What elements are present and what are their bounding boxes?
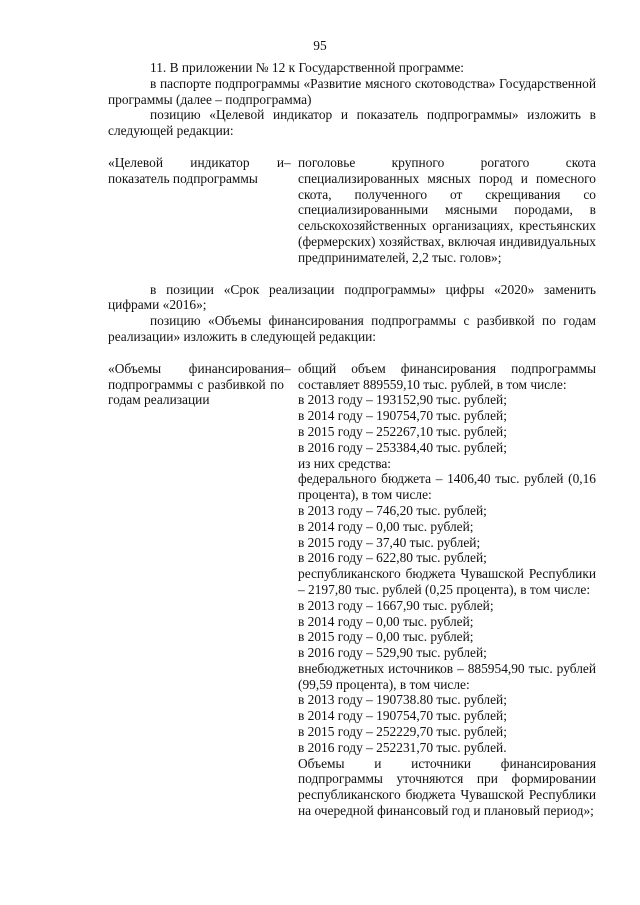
item-heading: 11. В приложении № 12 к Государственной программе:: [150, 60, 465, 75]
federal-budget: федерального бюджета – 1406,40 тыс. рублей (0,16 процента), в том числе:: [298, 471, 596, 503]
total-year-2014: в 2014 году – 190754,70 тыс. рублей;: [298, 408, 507, 424]
financing-row: [108, 361, 596, 819]
document-body: [108, 60, 596, 819]
total-year-2016: в 2016 году – 253384,40 тыс. рублей;: [298, 439, 507, 455]
extra-year-2016: в 2016 году – 252231,70 тыс. рублей.: [298, 739, 507, 755]
total-year-2013: в 2013 году – 193152,90 тыс. рублей;: [298, 392, 507, 408]
financing-label: «Объемы финансирования подпрограммы с разбивкой по годам реализации: [108, 360, 284, 408]
total-year-2015: в 2015 году – 252267,10 тыс. рублей;: [298, 423, 507, 439]
term-paragraph: в позиции «Срок реализации подпрограммы» цифры «2020» заменить цифрами «2016»;: [108, 281, 596, 313]
republic-budget: республиканского бюджета Чувашской Республики – 2197,80 тыс. рублей (0,25 процента), в том числе:: [298, 566, 596, 597]
passport-paragraph: в паспорте подпрограммы «Развитие мясного скотоводства» Государственной программы (далее – подпрограмма): [108, 75, 596, 107]
financing-position-paragraph: позицию «Объемы финансирования подпрограммы с разбивкой по годам реализации» изложить в следующей редакции:: [108, 313, 596, 344]
indicator-value: поголовье крупного рогатого скота специализированных мясных пород и помесного скота, полученного от скрещивания со специализированными мясными породами, в сельскохозяйственных организациях, крестьянских (фермерских) хозяйствах, включая индивидуальных предпринимателей, 2,2 тыс. голов»;: [298, 154, 596, 265]
extra-budget-sources: внебюджетных источников – 885954,90 тыс. рублей (99,59 процента), в том числе:: [298, 660, 596, 692]
republic-year-2015: в 2015 году – 0,00 тыс. рублей;: [298, 629, 474, 645]
federal-year-2015: в 2015 году – 37,40 тыс. рублей;: [298, 534, 481, 550]
financing-total: общий объем финансирования подпрограммы составляет 889559,10 тыс. рублей, в том числе:: [298, 360, 596, 392]
indicator-dash: –: [284, 154, 291, 170]
financing-dash: –: [284, 360, 291, 376]
extra-year-2015: в 2015 году – 252229,70 тыс. рублей;: [298, 724, 507, 740]
indicator-position-paragraph: позицию «Целевой индикатор и показатель подпрограммы» изложить в следующей редакции:: [108, 107, 596, 139]
sources-intro: из них средства:: [298, 455, 392, 471]
financing-value: [298, 361, 596, 819]
federal-year-2014: в 2014 году – 0,00 тыс. рублей;: [298, 518, 474, 534]
indicator-label: «Целевой индикатор и показатель подпрограммы: [108, 154, 284, 186]
page-number: 95: [313, 38, 327, 53]
indicator-row: [108, 155, 596, 266]
republic-year-2013: в 2013 году – 1667,90 тыс. рублей;: [298, 597, 494, 613]
federal-year-2016: в 2016 году – 622,80 тыс. рублей;: [298, 550, 487, 566]
federal-year-2013: в 2013 году – 746,20 тыс. рублей;: [298, 502, 487, 518]
republic-year-2016: в 2016 году – 529,90 тыс. рублей;: [298, 645, 487, 661]
republic-year-2014: в 2014 году – 0,00 тыс. рублей;: [298, 613, 474, 629]
extra-year-2014: в 2014 году – 190754,70 тыс. рублей;: [298, 708, 507, 724]
extra-year-2013: в 2013 году – 190738.80 тыс. рублей;: [298, 692, 507, 708]
financing-note: Объемы и источники финансирования подпрограммы уточняются при формировании республиканского бюджета Чувашской Республики на очередной финансовый год и плановый период»;: [298, 755, 596, 819]
